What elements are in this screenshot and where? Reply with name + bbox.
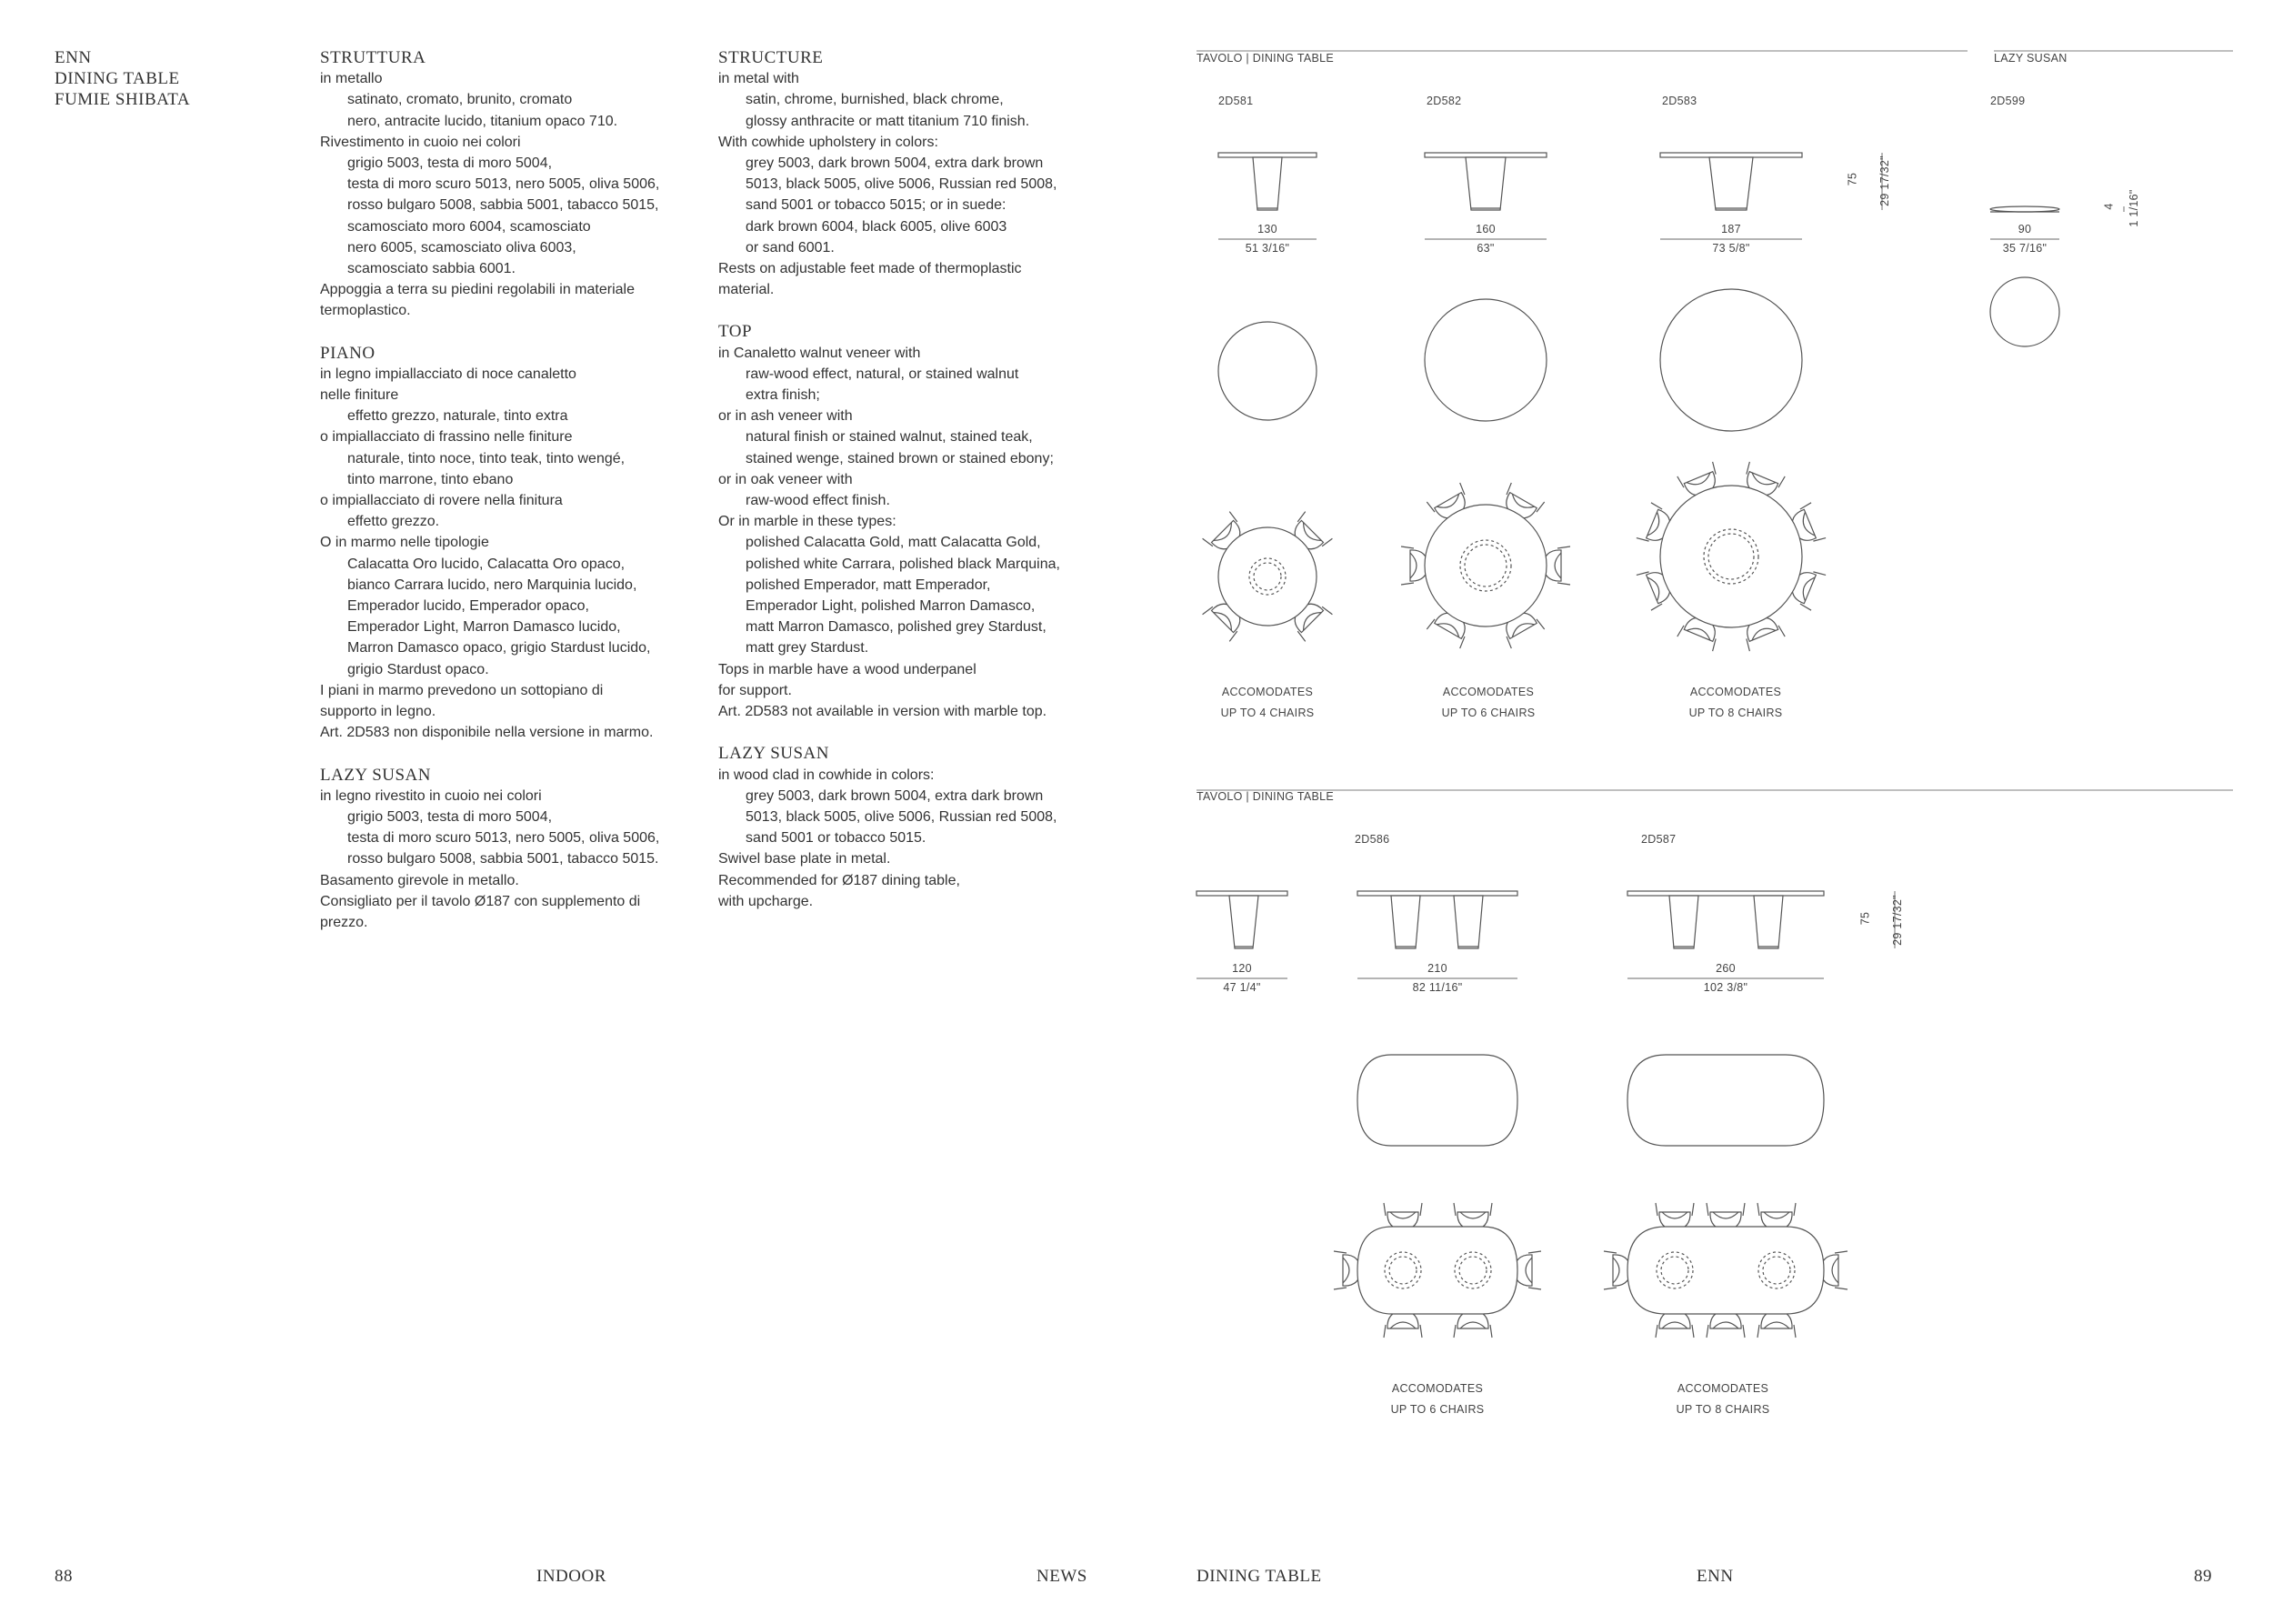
spec-line: raw-wood effect, natural, or stained walnut [746,366,1019,382]
spec-line: polished white Carrara, polished black Marquina, [746,556,1060,572]
code-2d587: 2D587 [1641,833,1677,846]
elevation-2d581 [1218,153,1317,210]
spec-line: o impiallacciato di rovere nella finitura [320,493,563,509]
height-cm: 4 [2102,203,2116,210]
caption-accomodates: ACCOMODATES [1689,686,1782,698]
elevation-2d586 [1357,891,1517,948]
spec-line: Appoggia a terra su piedini regolabili in materiale [320,282,635,298]
spec-line: 5013, black 5005, olive 5006, Russian red 5008, [746,176,1057,193]
title-line: DINING TABLE [55,69,180,88]
caption-chairs: UP TO 6 CHAIRS [1441,707,1536,719]
spec-line: matt grey Stardust. [746,640,869,657]
spec-line: Rivestimento in cuoio nei colori [320,134,521,150]
footer-product: ENN [1697,1567,1734,1586]
section-heading: LAZY SUSAN [320,765,431,785]
spec-line: glossy anthracite or matt titanium 710 finish. [746,113,1030,129]
spec-line: scamosciato sabbia 6001. [347,261,516,277]
spec-line: for support. [718,682,792,698]
spec-line: Swivel base plate in metal. [718,851,891,867]
table-top [1357,1227,1517,1314]
dim-cm: 260 [1716,962,1736,975]
round-tables-section-label: TAVOLO | DINING TABLE [1197,52,1335,65]
title-line: ENN [55,48,92,67]
spec-line: effetto grezzo, naturale, tinto extra [347,408,568,425]
spec-line: grey 5003, dark brown 5004, extra dark brown [746,787,1044,804]
page-number-right: 89 [2194,1567,2212,1586]
spec-line: matt Marron Damasco, polished grey Stardust, [746,619,1046,636]
spec-line: Or in marble in these types: [718,514,896,530]
spec-line: or in oak veneer with [718,471,853,487]
caption-accomodates: ACCOMODATES [1677,1382,1769,1395]
title-line: FUMIE SHIBATA [55,90,191,109]
dim-cm: 187 [1721,223,1741,236]
dim-inch: 51 3/16" [1245,242,1290,255]
spec-line: 5013, black 5005, olive 5006, Russian red 5008, [746,808,1057,825]
height-cm: 75 [1846,172,1859,186]
spec-line: satinato, cromato, brunito, cromato [347,92,573,108]
spec-line: Basamento girevole in metallo. [320,872,519,888]
spec-line: prezzo. [320,914,368,930]
elevation-2d583 [1660,153,1802,210]
spec-line: or in ash veneer with [718,408,853,425]
spec-line: in metallo [320,71,383,87]
page-number-left: 88 [55,1567,73,1586]
spec-line: o impiallacciato di frassino nelle finiture [320,429,573,446]
spec-line: Art. 2D583 not available in version with marble top. [718,704,1047,720]
code-2d599: 2D599 [1990,95,2026,107]
spec-line: rosso bulgaro 5008, sabbia 5001, tabacco 5015. [347,851,659,867]
spec-line: With cowhide upholstery in colors: [718,134,938,150]
caption-accomodates: ACCOMODATES [1221,686,1314,698]
spec-line: in metal with [718,71,799,87]
spec-line: in legno rivestito in cuoio nei colori [320,787,542,804]
dim-cm: 120 [1232,962,1252,975]
footer-category-right: DINING TABLE [1197,1567,1322,1586]
dim-cm: 90 [2018,223,2032,236]
spec-line: Emperador lucido, Emperador opaco, [347,598,589,615]
spec-line: in Canaletto walnut veneer with [718,345,921,361]
spec-line: Art. 2D583 non disponibile nella versione in marmo. [320,725,654,741]
spec-line: nero 6005, scamosciato oliva 6003, [347,239,576,256]
spec-line: tinto marrone, tinto ebano [347,471,514,487]
dim-inch: 35 7/16" [2002,242,2048,255]
height-inch: 29 17/32" [1891,895,1904,946]
spec-line: polished Calacatta Gold, matt Calacatta Gold, [746,535,1041,551]
spec-line: Emperador Light, Marron Damasco lucido, [347,619,621,636]
lazy-susan-section-label: LAZY SUSAN [1994,52,2068,65]
elevation-end-view [1197,891,1287,948]
spec-line: bianco Carrara lucido, nero Marquinia lucido, [347,576,637,593]
spec-line: with upcharge. [718,893,814,909]
spec-line: nelle finiture [320,387,399,404]
spec-line: natural finish or stained walnut, stained teak, [746,429,1033,446]
spec-line: Calacatta Oro lucido, Calacatta Oro opaco, [347,556,626,572]
spec-line: naturale, tinto noce, tinto teak, tinto wengé, [347,450,626,466]
elevation-2d587 [1627,891,1824,948]
spec-line: Rests on adjustable feet made of thermoplastic [718,261,1022,277]
section-heading: STRUTTURA [320,48,426,67]
dim-cm: 160 [1476,223,1496,236]
code-2d581: 2D581 [1218,95,1254,107]
code-2d583: 2D583 [1662,95,1697,107]
dim-inch: 47 1/4" [1223,981,1261,994]
spec-line: I piani in marmo prevedono un sottopiano di [320,682,604,698]
spec-line: sand 5001 or tobacco 5015; or in suede: [746,197,1006,214]
spec-line: testa di moro scuro 5013, nero 5005, oliva 5006, [347,176,660,193]
spec-line: O in marmo nelle tipologie [320,535,489,551]
dim-inch: 82 11/16" [1412,981,1463,994]
spec-line: stained wenge, stained brown or stained ebony; [746,450,1054,466]
section-heading: LAZY SUSAN [718,744,829,764]
spec-line: grigio Stardust opaco. [347,661,489,677]
spec-line: supporto in legno. [320,704,436,720]
oval-tables-section-label: TAVOLO | DINING TABLE [1197,790,1335,803]
spec-line: dark brown 6004, black 6005, olive 6003 [746,218,1007,235]
spec-line: polished Emperador, matt Emperador, [746,576,991,593]
spec-line: Marron Damasco opaco, grigio Stardust lucido, [347,640,651,657]
spec-line: grigio 5003, testa di moro 5004, [347,808,553,825]
height-inch: 1 1/16" [2128,189,2140,227]
spec-line: scamosciato moro 6004, scamosciato [347,218,591,235]
code-2d586: 2D586 [1355,833,1390,846]
caption-chairs: UP TO 8 CHAIRS [1688,707,1783,719]
spec-line: nero, antracite lucido, titanium opaco 710. [347,113,618,129]
spec-line: in wood clad in cowhide in colors: [718,767,935,783]
caption-chairs: UP TO 6 CHAIRS [1390,1403,1485,1416]
spec-line: sand 5001 or tobacco 5015. [746,830,926,847]
footer-section: INDOOR [536,1567,606,1586]
spec-line: extra finish; [746,387,820,404]
spec-line: grigio 5003, testa di moro 5004, [347,155,553,172]
spec-line: testa di moro scuro 5013, nero 5005, oliva 5006, [347,830,660,847]
elevation-2d599 [1990,206,2059,212]
caption-accomodates: ACCOMODATES [1442,686,1535,698]
table-top [1425,505,1547,627]
spec-line: Recommended for Ø187 dining table, [718,872,960,888]
section-heading: PIANO [320,343,375,363]
spec-line: Emperador Light, polished Marron Damasco, [746,598,1036,615]
footer-category: NEWS [1036,1567,1087,1586]
caption-chairs: UP TO 4 CHAIRS [1220,707,1315,719]
caption-chairs: UP TO 8 CHAIRS [1676,1403,1770,1416]
spec-line: Tops in marble have a wood underpanel [718,661,976,677]
section-heading: TOP [718,322,753,342]
dim-inch: 73 5/8" [1712,242,1750,255]
code-2d582: 2D582 [1427,95,1462,107]
spec-line: grey 5003, dark brown 5004, extra dark brown [746,155,1044,172]
spec-line: in legno impiallacciato di noce canaletto [320,366,576,382]
spec-line: satin, chrome, burnished, black chrome, [746,92,1004,108]
elevation-2d582 [1425,153,1547,210]
section-heading: STRUCTURE [718,48,824,67]
spec-line: effetto grezzo. [347,514,440,530]
height-cm: 75 [1858,911,1872,926]
spec-line: or sand 6001. [746,239,835,256]
spec-line: raw-wood effect finish. [746,493,890,509]
spec-line: termoplastico. [320,303,411,319]
dim-inch: 63" [1477,242,1495,255]
spec-line: Consigliato per il tavolo Ø187 con supplemento di [320,893,641,909]
dim-inch: 102 3/8" [1703,981,1748,994]
dim-cm: 210 [1427,962,1447,975]
dim-cm: 130 [1257,223,1277,236]
spec-line: material. [718,282,775,298]
height-inch: 29 17/32" [1878,155,1891,206]
caption-accomodates: ACCOMODATES [1391,1382,1484,1395]
spec-line: rosso bulgaro 5008, sabbia 5001, tabacco 5015, [347,197,659,214]
table-top [1218,527,1317,626]
table-top [1660,486,1802,627]
